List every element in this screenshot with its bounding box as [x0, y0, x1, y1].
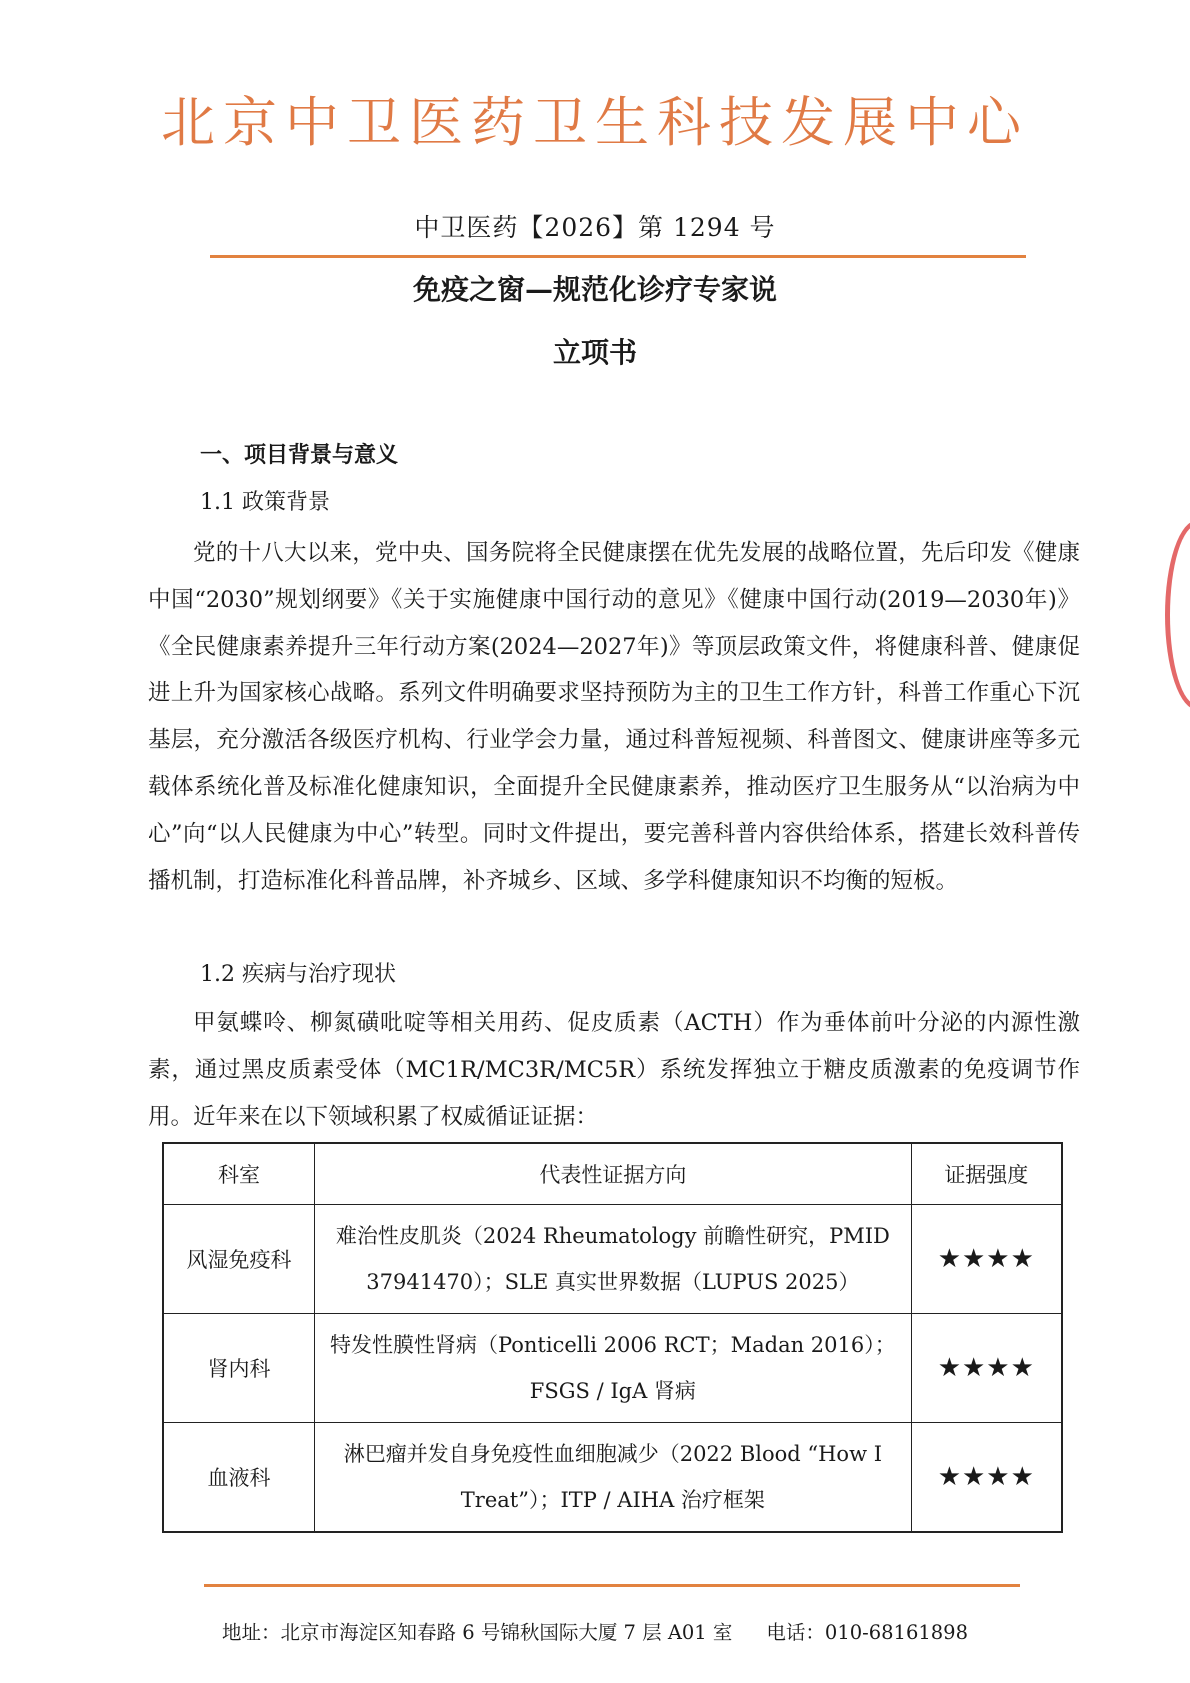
evidence-cell: [315, 1423, 912, 1533]
evidence-cell: [315, 1205, 912, 1314]
evidence-table: [162, 1142, 1063, 1533]
seal-stamp-edge: [1165, 520, 1190, 710]
footer-address: 地址：北京市海淀区知春路 6 号锦秋国际大厦 7 层 A01 室: [222, 1621, 733, 1644]
document-title: 免疫之窗—规范化诊疗专家说: [412, 273, 777, 306]
department-cell: 肾内科: [163, 1314, 315, 1423]
header-department: 科室: [163, 1143, 315, 1205]
document-number: 中卫医药【2026】第 1294 号: [414, 213, 776, 242]
table-row: [163, 1314, 1062, 1423]
evidence-cell: [315, 1314, 912, 1423]
subsection-heading-1-1: 1.1 政策背景: [200, 490, 330, 515]
evidence-line: 37941470）；SLE 真实世界数据（LUPUS 2025）: [366, 1270, 860, 1294]
disease-status-paragraph: 甲氨蝶呤、柳氮磺吡啶等相关用药、促皮质素（ACTH）作为垂体前叶分泌的内源性激素，通过黑皮质素受体（MC1R/MC3R/MC5R）系统发挥独立于糖皮质激素的免疫调节作用。近年来在以下领域积累了权威循证证据：: [148, 1010, 1080, 1130]
header-rule: [210, 255, 1026, 258]
table-header-row: [163, 1143, 1062, 1205]
policy-background-paragraph: 党的十八大以来，党中央、国务院将全民健康摆在优先发展的战略位置，先后印发《健康中国“2030”规划纲要》《关于实施健康中国行动的意见》《健康中国行动(2019—2030年)》《全民健康素养提升三年行动方案(2024—2027年)》等顶层政策文件，将健康科普、健康促进上升为国家核心战略。系列文件明确要求坚持预防为主的卫生工作方针，科普工作重心下沉基层，充分激活各级医疗机构、行业学会力量，通过科普短视频、科普图文、健康讲座等多元载体系统化普及标准化健康知识，全面提升全民健康素养，推动医疗卫生服务从“以治病为中心”向“以人民健康为中心”转型。同时文件提出，要完善科普内容供给体系，搭建长效科普传播机制，打造标准化科普品牌，补齐城乡、区域、多学科健康知识不均衡的短板。: [148, 540, 1080, 894]
footer: [0, 1618, 1190, 1648]
section-heading-1: 一、项目背景与意义: [200, 442, 399, 468]
strength-stars: ★★★★: [911, 1314, 1062, 1423]
strength-stars: ★★★★: [911, 1423, 1062, 1533]
table-row: [163, 1423, 1062, 1533]
department-cell: 风湿免疫科: [163, 1205, 315, 1314]
evidence-line: FSGS / IgA 肾病: [529, 1379, 696, 1403]
department-cell: 血液科: [163, 1423, 315, 1533]
evidence-line: 特发性膜性肾病（Ponticelli 2006 RCT；Madan 2016）；: [329, 1333, 896, 1357]
evidence-line: 淋巴瘤并发自身免疫性血细胞减少（2022 Blood “How I: [343, 1442, 883, 1466]
footer-phone: 电话：010-68161898: [766, 1621, 968, 1644]
footer-rule: [204, 1584, 1020, 1587]
evidence-line: Treat”）；ITP / AIHA 治疗框架: [460, 1488, 765, 1512]
document-subtitle: 立项书: [552, 336, 637, 369]
header-evidence-direction: 代表性证据方向: [315, 1143, 912, 1205]
subsection-heading-1-2: 1.2 疾病与治疗现状: [200, 962, 396, 987]
organization-name: 北京中卫医药卫生科技发展中心: [161, 91, 1029, 154]
strength-stars: ★★★★: [911, 1205, 1062, 1314]
header-evidence-strength: 证据强度: [911, 1143, 1062, 1205]
evidence-line: 难治性皮肌炎（2024 Rheumatology 前瞻性研究，PMID: [335, 1224, 890, 1248]
table-row: [163, 1205, 1062, 1314]
